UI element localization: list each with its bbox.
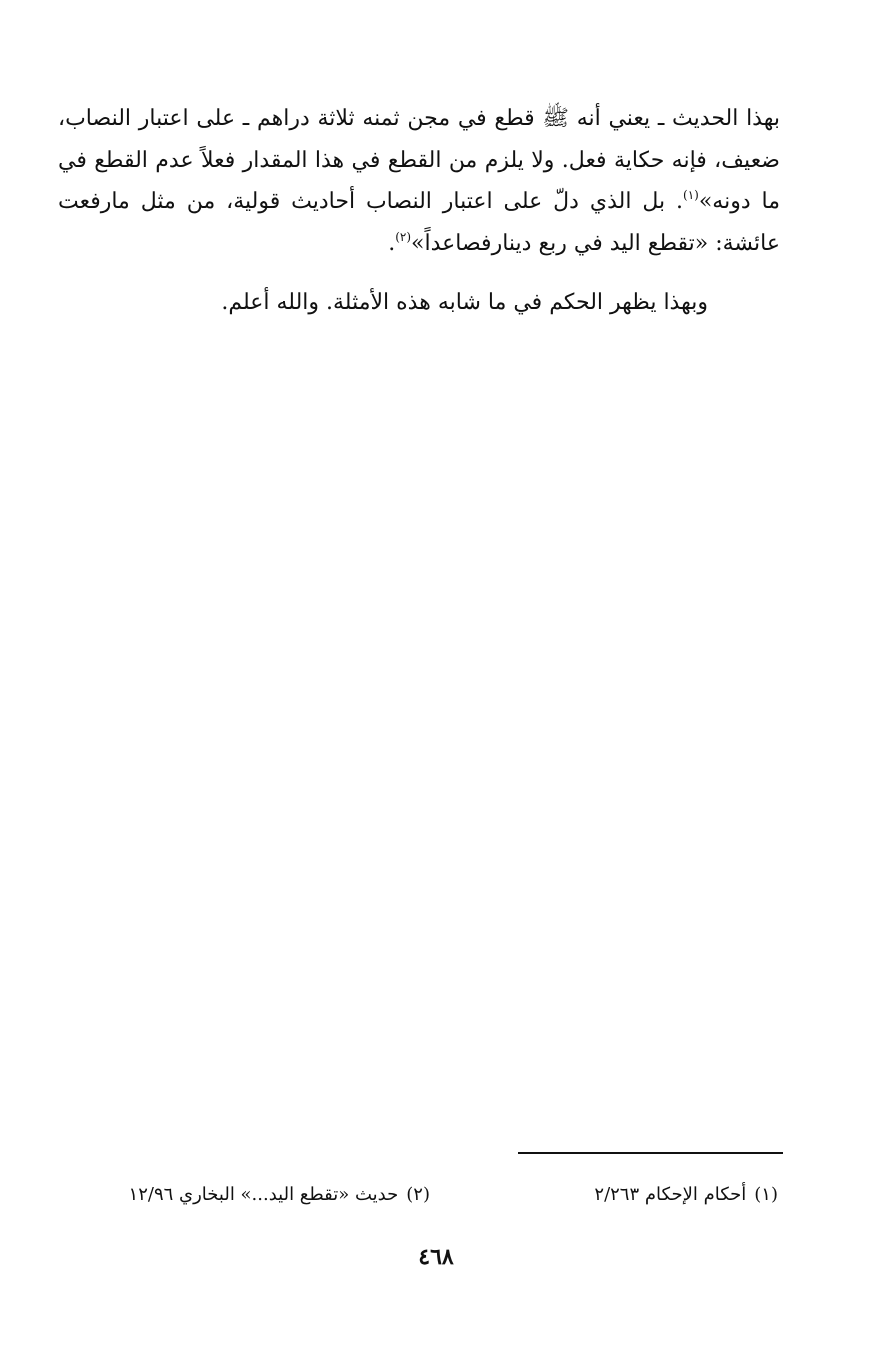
footnote-ref-2[interactable]: (٢) [395, 229, 412, 244]
footnote-text: أحكام الإحكام ٢/٢٦٣ [594, 1184, 747, 1205]
text-line: بهذا الحديث ـ يعني أنه ﷺ قطع في مجن ثمنه ثلاثة دراهم ـ على اعتبار النصاب، [58, 106, 780, 131]
text-fragment: ما دونه» [698, 189, 781, 214]
closing-line: وبهذا يظهر الحكم في ما شابه هذه الأمثلة. والله أعلم. [221, 290, 708, 315]
footnote-number: (٢) [406, 1184, 430, 1205]
footnote-number: (١) [754, 1184, 778, 1205]
text-line [58, 181, 780, 223]
footnote-ref-1[interactable]: (١) [683, 188, 699, 202]
text-fragment: عائشة: «تقطع اليد في ربع دينارفصاعداً» [411, 230, 780, 256]
footnote-text: حديث «تقطع اليد...» البخاري ١٢/٩٦ [128, 1184, 399, 1205]
text-fragment: . [388, 230, 396, 256]
footnote-separator [518, 1152, 783, 1154]
page-number: ٤٦٨ [418, 1244, 454, 1270]
footnote-2 [129, 1184, 430, 1205]
footnote-1 [594, 1184, 778, 1205]
text-line [58, 223, 780, 265]
text-fragment: . بل الذي دلّ على اعتبار النصاب أحاديث قولية، من مثل مارفعت [58, 189, 683, 214]
text-line: ضعيف، فإنه حكاية فعل. ولا يلزم من القطع في هذا المقدار فعلاً عدم القطع في [58, 147, 780, 173]
footnotes [62, 1184, 778, 1218]
main-paragraph [58, 98, 780, 264]
